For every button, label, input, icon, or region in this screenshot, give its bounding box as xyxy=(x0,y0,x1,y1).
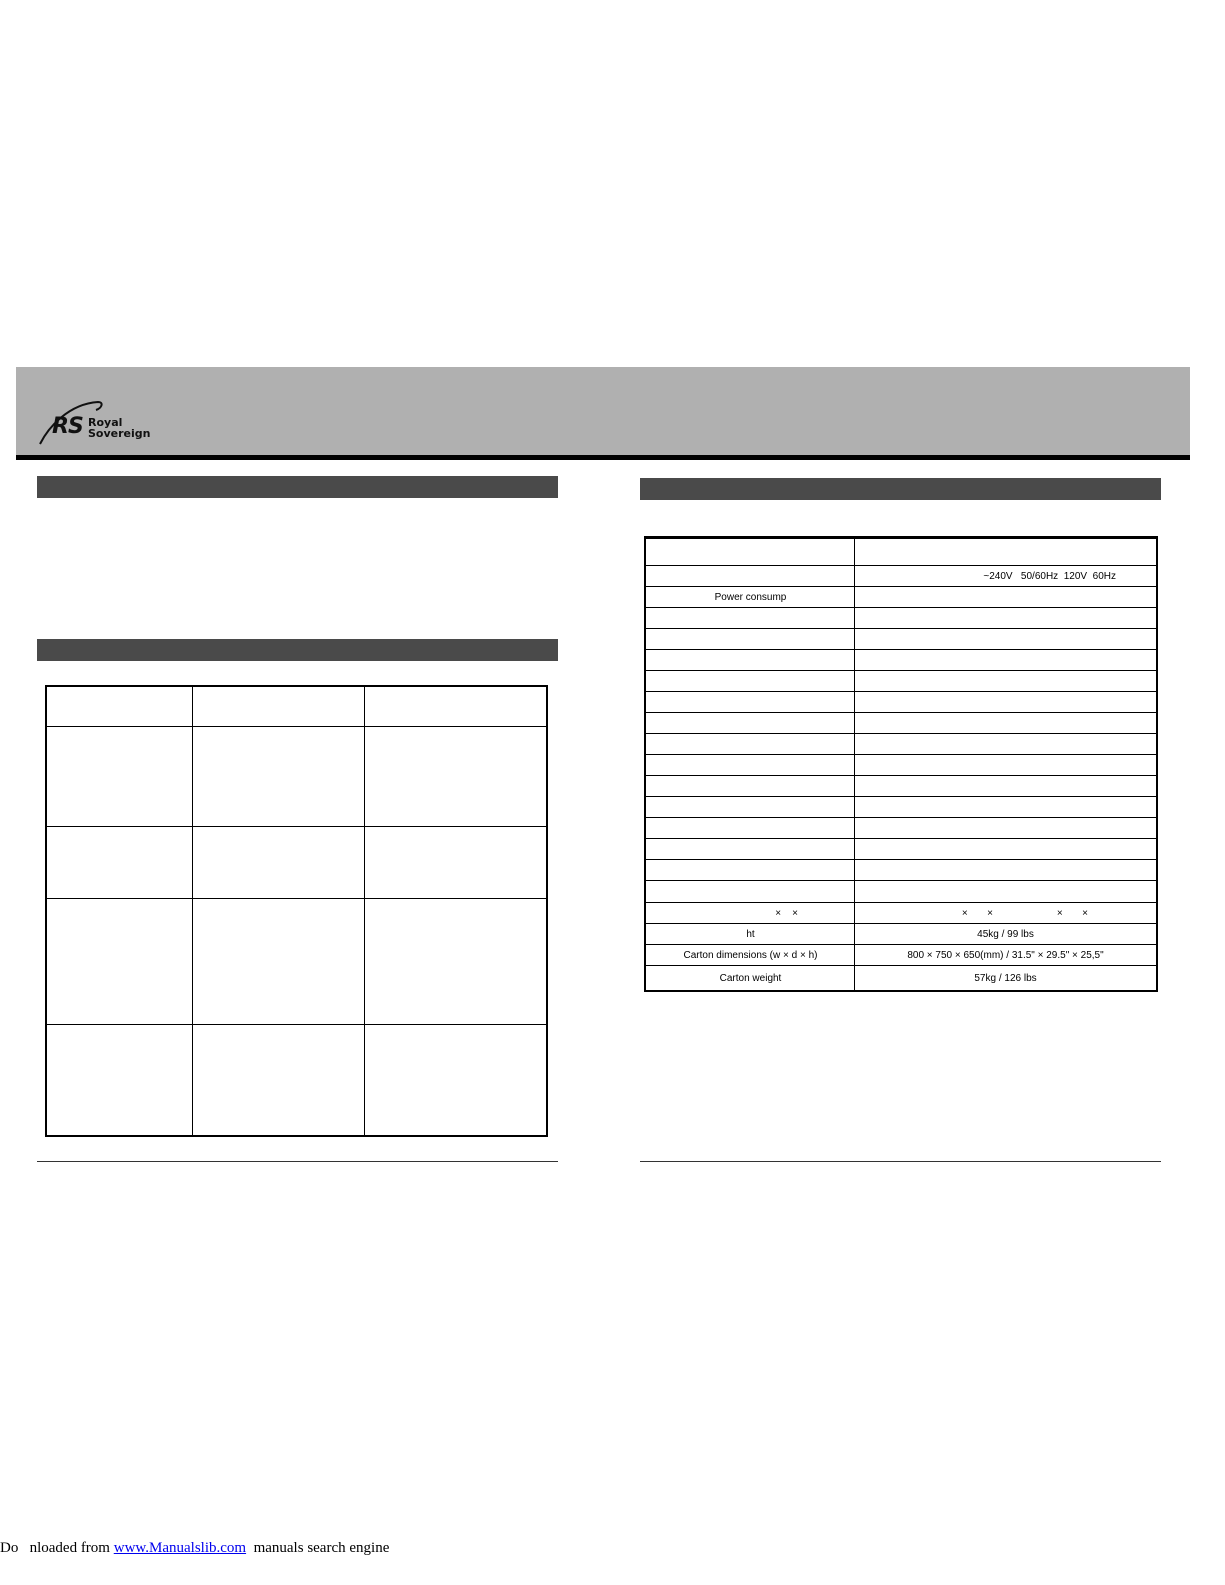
table-row-divider xyxy=(47,726,546,727)
spec-label xyxy=(646,713,855,733)
spec-label xyxy=(646,566,855,586)
spec-value: 57kg / 126 lbs xyxy=(974,972,1037,984)
spec-label xyxy=(646,608,855,628)
spec-value xyxy=(855,539,1156,565)
spec-row xyxy=(646,944,1156,965)
spec-value xyxy=(855,755,1156,775)
table-row-divider xyxy=(47,898,546,899)
spec-row xyxy=(646,880,1156,902)
spec-label xyxy=(646,629,855,649)
spec-row xyxy=(646,538,1156,565)
spec-value xyxy=(855,818,1156,838)
spec-value xyxy=(855,629,1156,649)
spec-value xyxy=(855,839,1156,859)
header-rule xyxy=(16,455,1190,460)
spec-value xyxy=(855,734,1156,754)
spec-row xyxy=(646,586,1156,607)
brand-logo xyxy=(38,398,158,448)
spec-label xyxy=(646,755,855,775)
specification-table xyxy=(644,536,1158,992)
table-row-divider xyxy=(47,826,546,827)
page-bottom-rule-left xyxy=(37,1161,558,1162)
spec-label: Carton dimensions (w × d × h) xyxy=(683,949,818,961)
section-heading-bar-1 xyxy=(37,476,558,498)
spec-label xyxy=(646,797,855,817)
spec-value xyxy=(855,650,1156,670)
spec-label xyxy=(646,860,855,880)
spec-row xyxy=(646,796,1156,817)
spec-row xyxy=(646,607,1156,628)
spec-row xyxy=(646,649,1156,670)
brand-name-line1: Royal xyxy=(88,416,123,429)
spec-value xyxy=(855,671,1156,691)
spec-value xyxy=(855,797,1156,817)
spec-value xyxy=(855,587,1156,607)
spec-row xyxy=(646,670,1156,691)
spec-label xyxy=(646,650,855,670)
spec-row xyxy=(646,565,1156,586)
spec-row xyxy=(646,838,1156,859)
spec-label xyxy=(646,734,855,754)
spec-value xyxy=(855,860,1156,880)
table-column-divider xyxy=(192,687,193,1135)
spec-value xyxy=(855,692,1156,712)
spec-value: 45kg / 99 lbs xyxy=(977,928,1034,940)
table-row-divider xyxy=(47,1024,546,1025)
spec-label xyxy=(646,539,855,565)
spec-value: 800 × 750 × 650(mm) / 31.5" × 29.5" × 25,5" xyxy=(907,949,1104,961)
spec-value xyxy=(855,881,1156,902)
table-column-divider xyxy=(364,687,365,1135)
spec-row xyxy=(646,902,1156,923)
manualslib-link[interactable]: www.Manualslib.com xyxy=(113,1540,247,1556)
spec-row xyxy=(646,691,1156,712)
spec-value xyxy=(855,776,1156,796)
spec-label: ht xyxy=(746,928,755,940)
header-band xyxy=(16,367,1190,455)
section-heading-bar-2 xyxy=(37,639,558,661)
spec-label: × × xyxy=(702,907,799,919)
spec-label xyxy=(646,839,855,859)
spec-row xyxy=(646,859,1156,880)
footer-suffix: manuals search engine xyxy=(246,1540,390,1556)
spec-row xyxy=(646,817,1156,838)
page-bottom-rule-right xyxy=(640,1161,1161,1162)
spec-label xyxy=(646,692,855,712)
footer-prefix: Do nloaded from xyxy=(0,1540,114,1556)
spec-label xyxy=(646,881,855,902)
spec-label: Carton weight xyxy=(719,972,782,984)
spec-value: ~240V 50/60Hz 120V 60Hz xyxy=(983,570,1116,582)
spec-label xyxy=(646,671,855,691)
spec-row xyxy=(646,733,1156,754)
spec-row xyxy=(646,712,1156,733)
logo-mark: RS xyxy=(52,414,83,439)
spec-row xyxy=(646,923,1156,944)
troubleshooting-table xyxy=(45,685,548,1137)
brand-name-line2: Sovereign xyxy=(88,427,151,440)
spec-label xyxy=(646,818,855,838)
spec-row xyxy=(646,775,1156,796)
spec-label xyxy=(646,776,855,796)
spec-row xyxy=(646,754,1156,775)
section-heading-bar-3 xyxy=(640,478,1161,500)
spec-value xyxy=(855,713,1156,733)
spec-row xyxy=(646,965,1156,990)
spec-row xyxy=(646,628,1156,649)
spec-label: Power consump xyxy=(714,591,787,603)
spec-value xyxy=(855,608,1156,628)
download-footer xyxy=(0,1540,389,1557)
spec-value: × × × × xyxy=(922,907,1089,919)
